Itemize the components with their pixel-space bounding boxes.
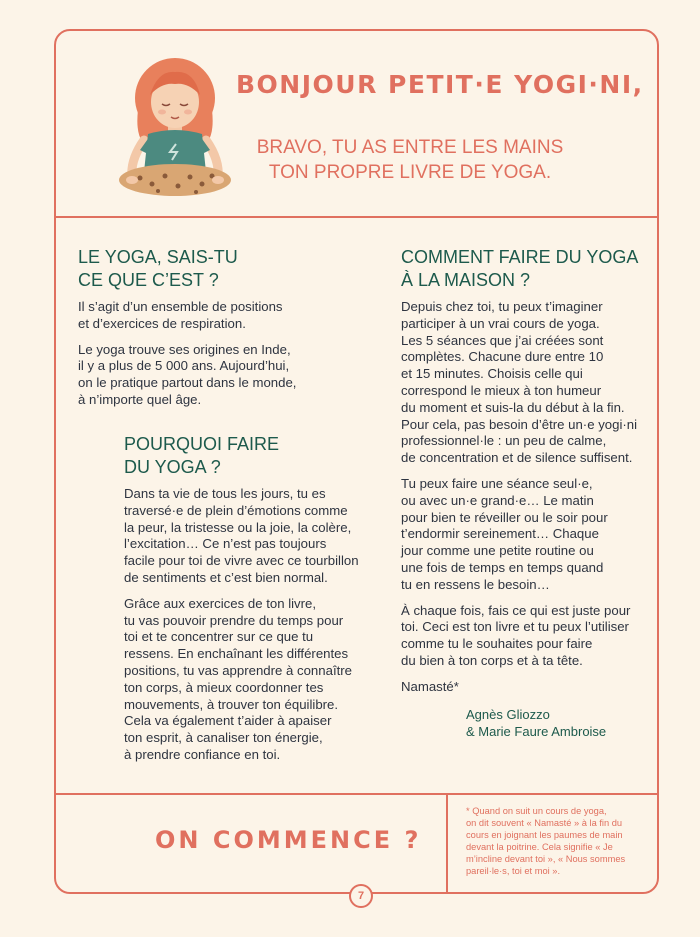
namaste-footnote: * Quand on suit un cours de yoga, on dit souvent « Namasté » à la fin du cours en joignant les paumes de main devant la poitrine. Cela signifie « Je m’incline devant toi », « Nous sommes pareil·le·s, toi et moi ».: [466, 806, 626, 876]
page-number: 7: [349, 884, 373, 908]
section-how-yoga: [401, 246, 661, 696]
section-title: COMMENT FAIRE DU YOGA À LA MAISON ?: [401, 247, 639, 290]
intro-subtitle: BRAVO, TU AS ENTRE LES MAINS TON PROPRE LIVRE DE YOGA.: [256, 137, 564, 183]
paragraph: Depuis chez toi, tu peux t’imaginer participer à un vrai cours de yoga. Les 5 séances que j’ai créées sont complètes. Chacune dure entre 10 et 15 minutes. Choisis celle qui correspond le mieux à ton humeur du moment et suis-la du début à la fin. Pour cela, pas besoin d’être un·e yogi·ni professionnel·le : un peu de calme, de concentration et de silence suffisent.: [401, 299, 638, 466]
header-divider: [54, 216, 659, 218]
paragraph: Le yoga trouve ses origines en Inde, il y a plus de 5 000 ans. Aujourd’hui, on le pratique partout dans le monde, à n’importe quel âge.: [78, 341, 297, 407]
section-title: LE YOGA, SAIS-TU CE QUE C’EST ?: [78, 247, 238, 290]
footer-vertical-divider: [446, 793, 448, 894]
footer-divider: [54, 793, 659, 795]
paragraph: Tu peux faire une séance seul·e, ou avec un·e grand·e… Le matin pour bien te réveiller ou le soir pour t’endormir sereinement… Chaque jour comme une petite routine ou une fois de temps en temps quand tu en ressens le besoin…: [401, 475, 608, 592]
authors-signature: Agnès Gliozzo & Marie Faure Ambroise: [466, 707, 607, 739]
paragraph: À chaque fois, fais ce qui est juste pour toi. Ceci est ton livre et tu peux l’utiliser comme tu le souhaites pour faire du bien à ton corps et à ta tête.: [401, 602, 631, 668]
paragraph: Grâce aux exercices de ton livre, tu vas pouvoir prendre du temps pour toi et te concentrer sur ce que tu ressens. En enchaînant les différentes positions, tu vas apprendre à connaître ton corps, à mieux coordonner tes mouvements, à trouver ton équilibre. Cela va également t’aider à apaiser ton esprit, à canaliser ton énergie, à prendre confiance en toi.: [124, 595, 352, 762]
greeting-title: BONJOUR PETIT·E YOGI·NI,: [236, 70, 644, 99]
section-what-is-yoga: [78, 246, 348, 409]
paragraph: Namasté*: [401, 678, 459, 694]
on-commence-title: ON COMMENCE ?: [155, 826, 422, 854]
section-why-yoga: [124, 433, 394, 764]
paragraph: Dans ta vie de tous les jours, tu es traversé·e de plein d’émotions comme la peur, la tristesse ou la joie, la colère, l’excitation… Ce n’est pas toujours facile pour toi de vivre avec ce tourbillon de sentiments et c’est bien normal.: [124, 486, 359, 585]
meditating-girl-illustration: [110, 50, 240, 200]
paragraph: Il s’agit d’un ensemble de positions et d’exercices de respiration.: [78, 299, 283, 331]
section-title: POURQUOI FAIRE DU YOGA ?: [124, 434, 280, 477]
